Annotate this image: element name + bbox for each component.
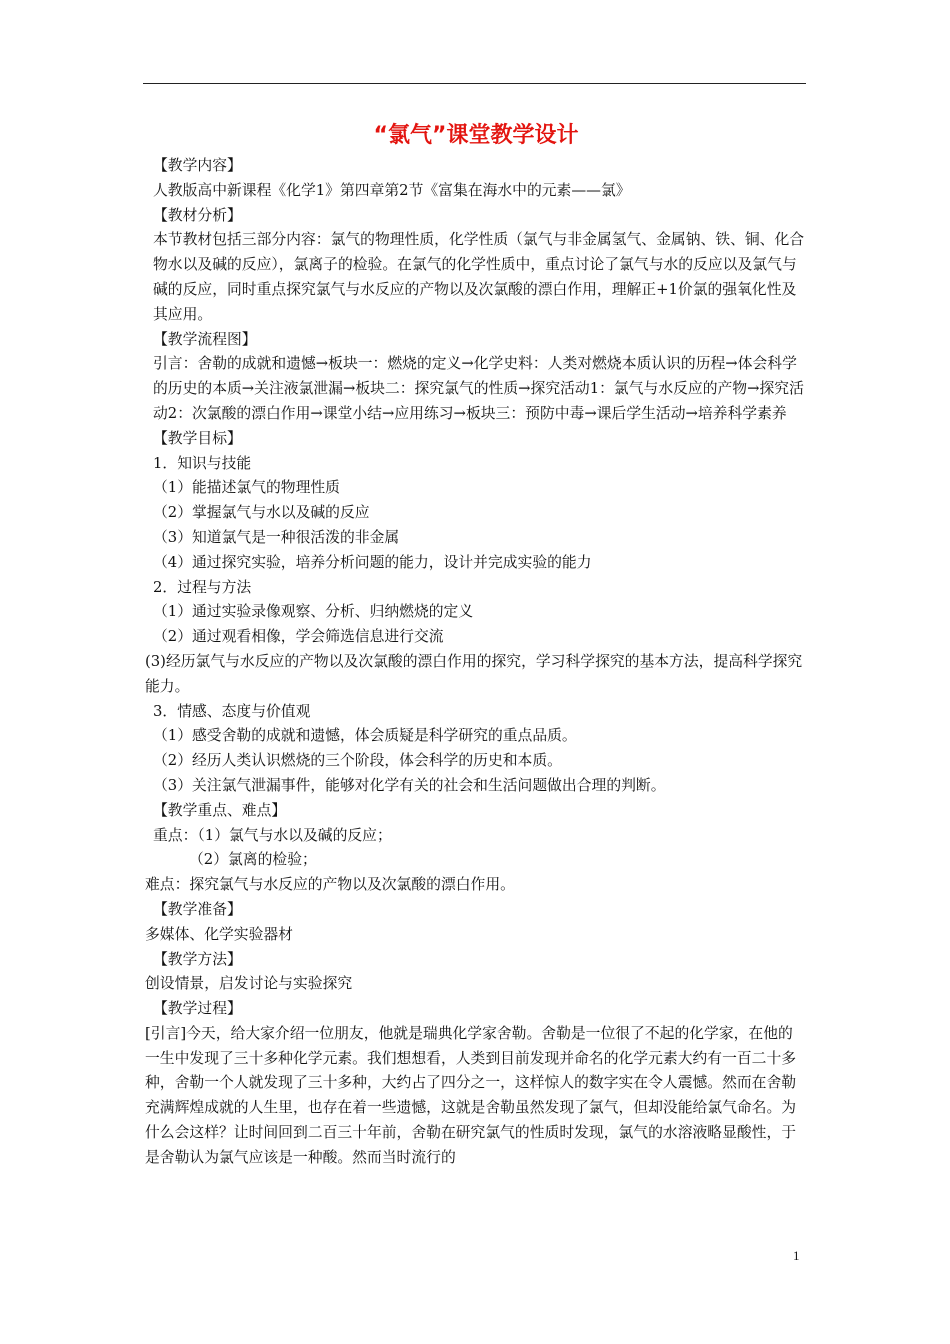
heading-teaching-content: 【教学内容】: [153, 157, 242, 174]
preparation-text: 多媒体、化学实验器材: [145, 925, 293, 943]
objective-item: （3）知道氯气是一种很活泼的非金属: [153, 528, 400, 546]
objective-item: （4）通过探究实验，培养分析问题的能力，设计并完成实验的能力: [153, 553, 592, 571]
objective-section-1: 1．知识与技能: [153, 454, 252, 472]
heading-process: 【教学过程】: [153, 1000, 242, 1018]
objective-item: （1）通过实验录像观察、分析、归纳燃烧的定义: [153, 603, 474, 621]
key-point-2: （2）氯离的检验；: [189, 851, 317, 869]
document-body: [145, 118, 807, 1171]
objective-item: （2）掌握氯气与水以及碱的反应: [153, 504, 370, 522]
material-analysis-text: 本节教材包括三部分内容：氯气的物理性质，化学性质（氯气与非金属氢气、金属钠、铁、铜、化合物水以及碱的反应），氯离子的检验。在氯气的化学性质中，重点讨论了氯气与水的反应以及氯气与碱的反应，同时重点探究氯气与水反应的产物以及次氯酸的漂白作用，理解正+1价氯的强氧化性及其应用。: [153, 231, 805, 323]
flowchart-text: 引言：舍勒的成就和遗憾→板块一：燃烧的定义→化学史料：人类对燃烧本质认识的历程→体会科学的历史的本质→关注液氯泄漏→板块二：探究氯气的性质→探究活动1：氯气与水反应的产物→探究活动2：次氯酸的漂白作用→课堂小结→应用练习→板块三：预防中毒→课后学生活动→培养科学素养: [153, 355, 804, 422]
objective-section-2: 2．过程与方法: [153, 578, 252, 596]
objective-item: （2）通过观看相像，学会筛选信息进行交流: [153, 628, 444, 646]
heading-flowchart: 【教学流程图】: [153, 330, 257, 348]
objective-item: （1）感受舍勒的成就和遗憾，体会质疑是科学研究的重点品质。: [153, 727, 577, 745]
heading-material-analysis: 【教材分析】: [153, 206, 242, 224]
heading-objectives: 【教学目标】: [153, 429, 242, 447]
heading-preparation: 【教学准备】: [153, 900, 242, 918]
heading-key-points: 【教学重点、难点】: [153, 801, 287, 819]
objective-item: （1）能描述氯气的物理性质: [153, 479, 340, 497]
document-title: “氯气”课堂教学设计: [373, 123, 579, 148]
objective-item: (3)经历氯气与水反应的产物以及次氯酸的漂白作用的探究，学习科学探究的基本方法，提高科学探究能力。: [145, 652, 803, 695]
teaching-content-text: 人教版高中新课程《化学1》第四章第2节《富集在海水中的元素——氯》: [153, 181, 631, 199]
objective-item: （2）经历人类认识燃烧的三个阶段，体会科学的历史和本质。: [153, 752, 562, 770]
objective-item: （3）关注氯气泄漏事件，能够对化学有关的社会和生活问题做出合理的判断。: [153, 776, 666, 794]
key-point-1: 重点：（1）氯气与水以及碱的反应；: [153, 826, 392, 844]
page-number: 1: [793, 1248, 800, 1263]
difficult-point: 难点：探究氯气与水反应的产物以及次氯酸的漂白作用。: [145, 876, 515, 894]
methods-text: 创设情景，启发讨论与实验探究: [145, 975, 353, 993]
process-intro-text: [引言]今天，给大家介绍一位朋友，他就是瑞典化学家舍勒。舍勒是一位很了不起的化学家，在他的一生中发现了三十多种化学元素。我们想想看，人类到目前发现并命名的化学元素大约有一百二十多种，舍勒一个人就发现了三十多种，大约占了四分之一，这样惊人的数字实在令人震憾。然而在舍勒充满辉煌成就的人生里，也存在着一些遗憾，这就是舍勒虽然发现了氯气，但却没能给氯气命名。为什么会这样？让时间回到二百三十年前，舍勒在研究氯气的性质时发现，氯气的水溶液略显酸性，于是舍勒认为氯气应该是一种酸。然而当时流行的: [145, 1024, 797, 1166]
header-rule: [143, 83, 806, 84]
objective-section-3: 3．情感、态度与价值观: [153, 702, 311, 720]
heading-methods: 【教学方法】: [153, 950, 242, 968]
